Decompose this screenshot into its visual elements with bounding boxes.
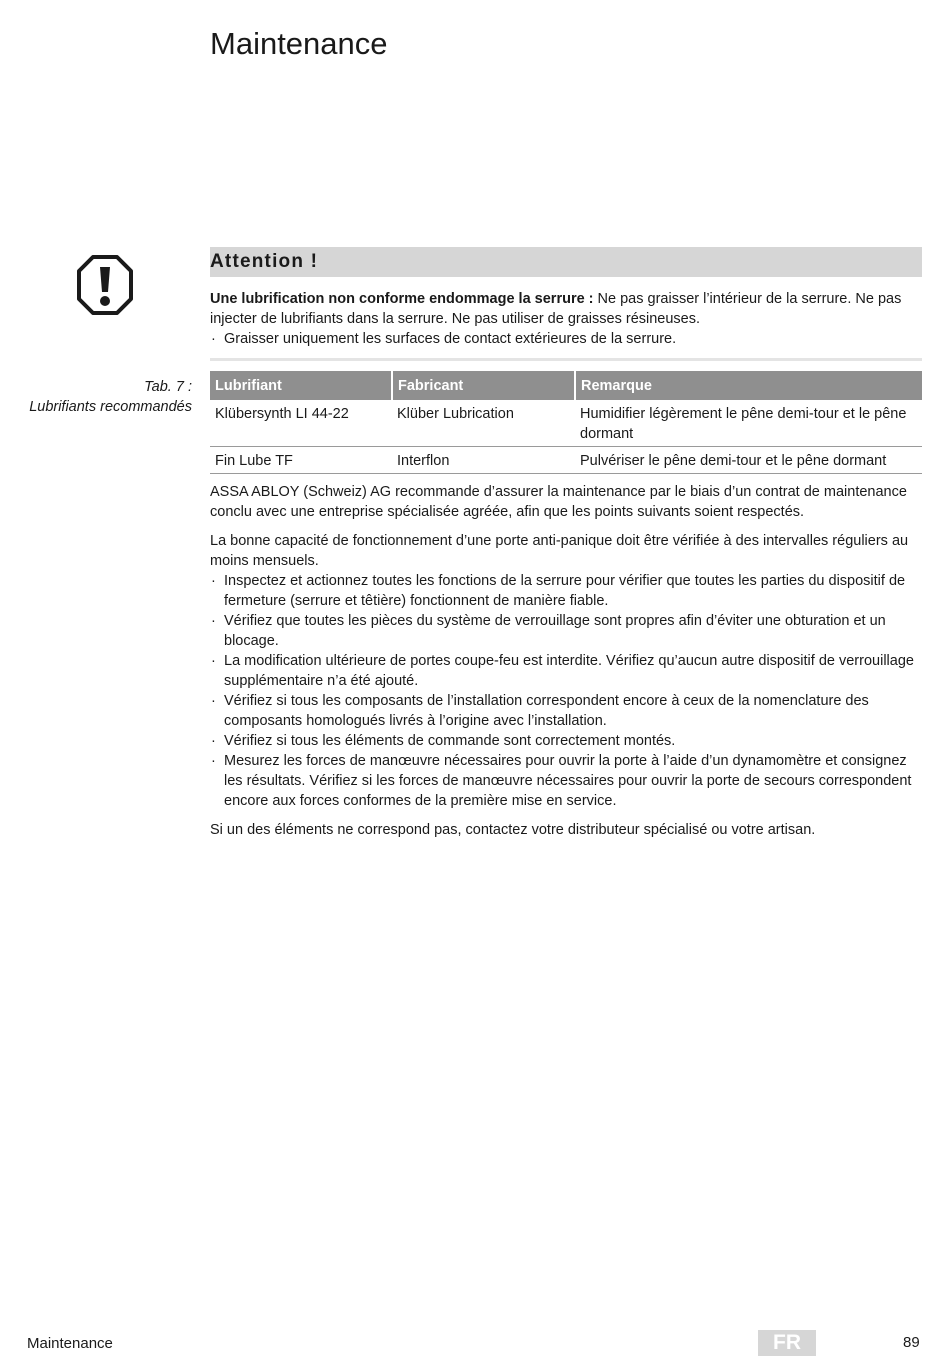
- paragraph: La bonne capacité de fonctionnement d’une porte anti-panique doit être vérifiée à des intervalles réguliers au moins mensuels.: [210, 533, 909, 569]
- list-item: · Inspectez et actionnez toutes les fonctions de la serrure pour vérifier que toutes les parties du dispositif de fermeture (serrure et têtière) fonctionnent de manière fiable.: [210, 571, 922, 611]
- column-header: Lubrifiant: [210, 371, 392, 400]
- page-title: Maintenance: [210, 26, 388, 61]
- table-caption-title: Lubrifiants recommandés: [29, 399, 192, 415]
- column-header: Remarque: [575, 371, 922, 400]
- table-cell: Humidifier légèrement le pêne demi-tour et le pêne dormant: [575, 400, 922, 447]
- table-row: [210, 447, 922, 474]
- table-cell: Pulvériser le pêne demi-tour et le pêne dormant: [575, 447, 922, 474]
- table-caption: [29, 377, 192, 417]
- page-number: 89: [903, 1334, 920, 1351]
- table-caption-number: Tab. 7 :: [144, 379, 192, 395]
- warning-lead-bold: Une lubrification non conforme endommage la serrure :: [210, 291, 594, 307]
- list-item: · Vérifiez si tous les composants de l’installation correspondent encore à ceux de la nomenclature des composants homologués livrés à l’origine avec l’installation.: [210, 691, 922, 731]
- list-item: · Vérifiez que toutes les pièces du système de verrouillage sont propres afin d’éviter une obturation et un blocage.: [210, 611, 922, 651]
- table-cell: Fin Lube TF: [210, 447, 392, 474]
- maintenance-body: [210, 482, 922, 849]
- footer-section-label: Maintenance: [27, 1335, 113, 1352]
- warning-lead: [210, 289, 922, 329]
- language-badge: FR: [758, 1330, 816, 1356]
- lubricants-table: [210, 371, 922, 474]
- warning-lead-text: Ne pas graisser l’intérieur de la serrure. Ne pas injecter de lubrifiants dans la serrure. Ne pas utiliser de graisses résineuses.: [210, 291, 902, 327]
- table-row: [210, 400, 922, 447]
- list-item: · Vérifiez si tous les éléments de commande sont correctement montés.: [210, 731, 922, 751]
- warning-title: Attention !: [210, 251, 319, 272]
- list-item: · Mesurez les forces de manœuvre nécessaires pour ouvrir la porte à l’aide d’un dynamomètre et consignez les résultats. Vérifiez si les forces de manœuvre nécessaires pour ouvrir la porte de secours correspondent encore aux forces conformes de la première mise en service.: [210, 751, 922, 811]
- warning-bullets: [210, 329, 922, 349]
- list-item: · Graisser uniquement les surfaces de contact extérieures de la serrure.: [210, 329, 922, 349]
- divider: [210, 358, 922, 361]
- column-header: Fabricant: [392, 371, 575, 400]
- paragraph: Si un des éléments ne correspond pas, contactez votre distributeur spécialisé ou votre artisan.: [210, 822, 816, 838]
- list-item: · La modification ultérieure de portes coupe-feu est interdite. Vérifiez qu’aucun autre dispositif de verrouillage supplémentaire n’a été ajouté.: [210, 651, 922, 691]
- paragraph: ASSA ABLOY (Schweiz) AG recommande d’assurer la maintenance par le biais d’un contrat de maintenance conclu avec une entreprise spécialisée agréée, afin que les points suivants soient respectés.: [210, 484, 907, 520]
- checklist: [210, 571, 922, 811]
- table-cell: Interflon: [392, 447, 575, 474]
- table-cell: Klüber Lubrication: [392, 400, 575, 447]
- table-cell: Klübersynth LI 44-22: [210, 400, 392, 447]
- exclamation-octagon-icon: [76, 254, 134, 316]
- warning-body: [210, 289, 922, 349]
- table-header-row: [210, 371, 922, 400]
